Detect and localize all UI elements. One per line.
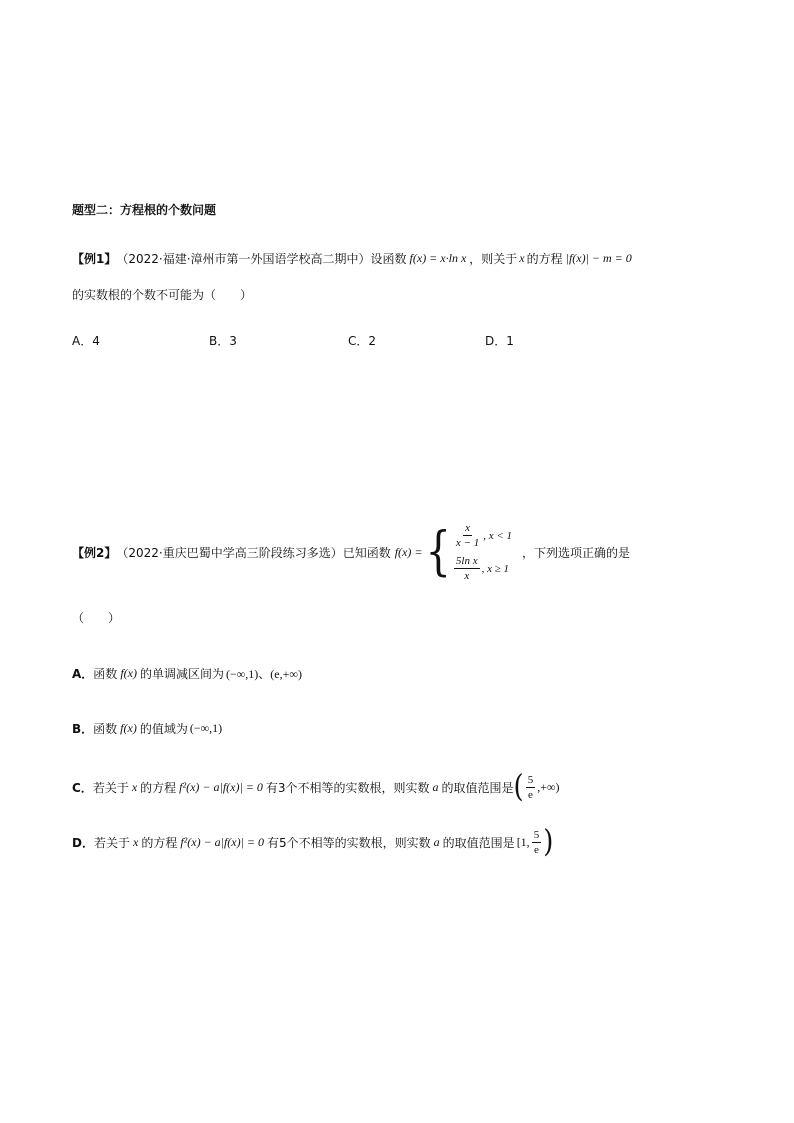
option-c-range-right: ,+∞): [537, 779, 560, 794]
option-d-label: D．: [72, 835, 94, 850]
example-1-option-c: C．2: [348, 334, 377, 348]
example-1-mid-text-2: 的方程: [526, 252, 563, 266]
option-d-text-1: 若关于: [93, 835, 130, 850]
option-a-fx: f(x): [120, 666, 137, 680]
option-c-text-2: 的方程: [140, 780, 177, 795]
case-1-fraction: [454, 521, 481, 550]
option-d-text-3: 有5个不相等的实数根，则实数: [267, 835, 431, 850]
case-1-numerator: x: [465, 522, 471, 534]
option-d-equation: f²(x) − a|f(x)| = 0: [180, 834, 265, 849]
option-c-frac-num: 5: [527, 773, 534, 786]
example-1-line-1: [72, 250, 632, 267]
option-d-text-2: 的方程: [141, 835, 178, 850]
piecewise-case-2: [452, 554, 512, 583]
option-d-frac-num: 5: [533, 828, 540, 841]
example-1-mid-text: ，则关于: [469, 252, 518, 266]
example-2-blank: （ ）: [72, 611, 121, 625]
option-d-range-right: ): [543, 824, 554, 860]
piecewise-cases: [452, 521, 512, 583]
option-d-var-x: x: [132, 834, 139, 849]
example-2-f-lhs: f(x) =: [394, 544, 423, 559]
example-2-option-c: [72, 770, 560, 804]
example-1-option-a: A．4: [72, 334, 100, 348]
option-c-equation: f²(x) − a|f(x)| = 0: [179, 779, 263, 794]
option-b-fx: f(x): [120, 721, 137, 735]
option-c-frac-den: e: [527, 788, 533, 801]
example-1-function-def: f(x) = x·ln x: [409, 251, 467, 265]
option-a-label: A．: [72, 667, 94, 681]
example-1-var-x: x: [519, 251, 525, 265]
option-a-text-2: 的单调减区间为: [139, 667, 224, 681]
option-c-range-left: (: [513, 769, 524, 805]
case-1-denominator: x − 1: [455, 537, 480, 549]
option-d-fraction: [532, 828, 542, 857]
example-2-option-d: [72, 825, 553, 859]
example-2-line-1: [72, 514, 630, 590]
section-title: 题型二：方程根的个数问题: [72, 203, 217, 217]
example-1-equation: |f(x)| − m = 0: [565, 251, 632, 265]
example-1-source: （2022·福建·漳州市第一外国语学校高二期中）设函数: [116, 252, 407, 266]
option-c-var-x: x: [131, 779, 138, 794]
example-2-option-a: [72, 665, 302, 682]
piecewise-brace: {: [425, 522, 451, 582]
option-a-text: 函数: [93, 667, 118, 681]
example-1-tag: 【例1】: [72, 252, 117, 266]
option-c-text-4: 的取值范围是: [441, 780, 514, 795]
example-1-option-d: D．1: [485, 334, 514, 348]
example-2-tag: 【例2】: [72, 545, 117, 560]
example-1-line-2: 的实数根的个数不可能为（ ）: [72, 288, 253, 302]
option-d-frac-den: e: [533, 843, 539, 856]
case-2-numerator: 5ln x: [455, 555, 478, 567]
option-d-var-a: a: [433, 834, 440, 849]
case-2-condition: , x ≥ 1: [481, 562, 510, 575]
option-d-text-4: 的取值范围是: [442, 835, 515, 850]
option-b-label: B．: [72, 722, 94, 736]
option-c-text-3: 有3个不相等的实数根，则实数: [265, 780, 430, 795]
example-1-option-b: B．3: [209, 334, 237, 348]
option-c-text-1: 若关于: [92, 780, 129, 795]
example-2-option-b: [72, 720, 222, 737]
option-b-text: 函数: [93, 722, 118, 736]
option-d-range-left: [1,: [516, 834, 530, 849]
option-c-fraction: [526, 773, 536, 802]
option-c-var-a: a: [432, 779, 439, 794]
example-2-tail: ，下列选项正确的是: [522, 545, 631, 560]
case-2-fraction: [454, 554, 480, 583]
example-1-options: [72, 332, 672, 350]
example-2-source: （2022·重庆巴蜀中学高三阶段练习多选）已知函数: [116, 545, 391, 560]
option-b-interval: (−∞,1): [189, 721, 223, 735]
option-b-text-2: 的值域为: [139, 722, 188, 736]
case-2-denominator: x: [464, 570, 470, 582]
option-c-label: C．: [72, 780, 93, 795]
piecewise-case-1: [452, 521, 512, 550]
case-1-condition: , x < 1: [483, 529, 513, 542]
option-a-interval: (−∞,1)、(e,+∞): [225, 667, 302, 681]
